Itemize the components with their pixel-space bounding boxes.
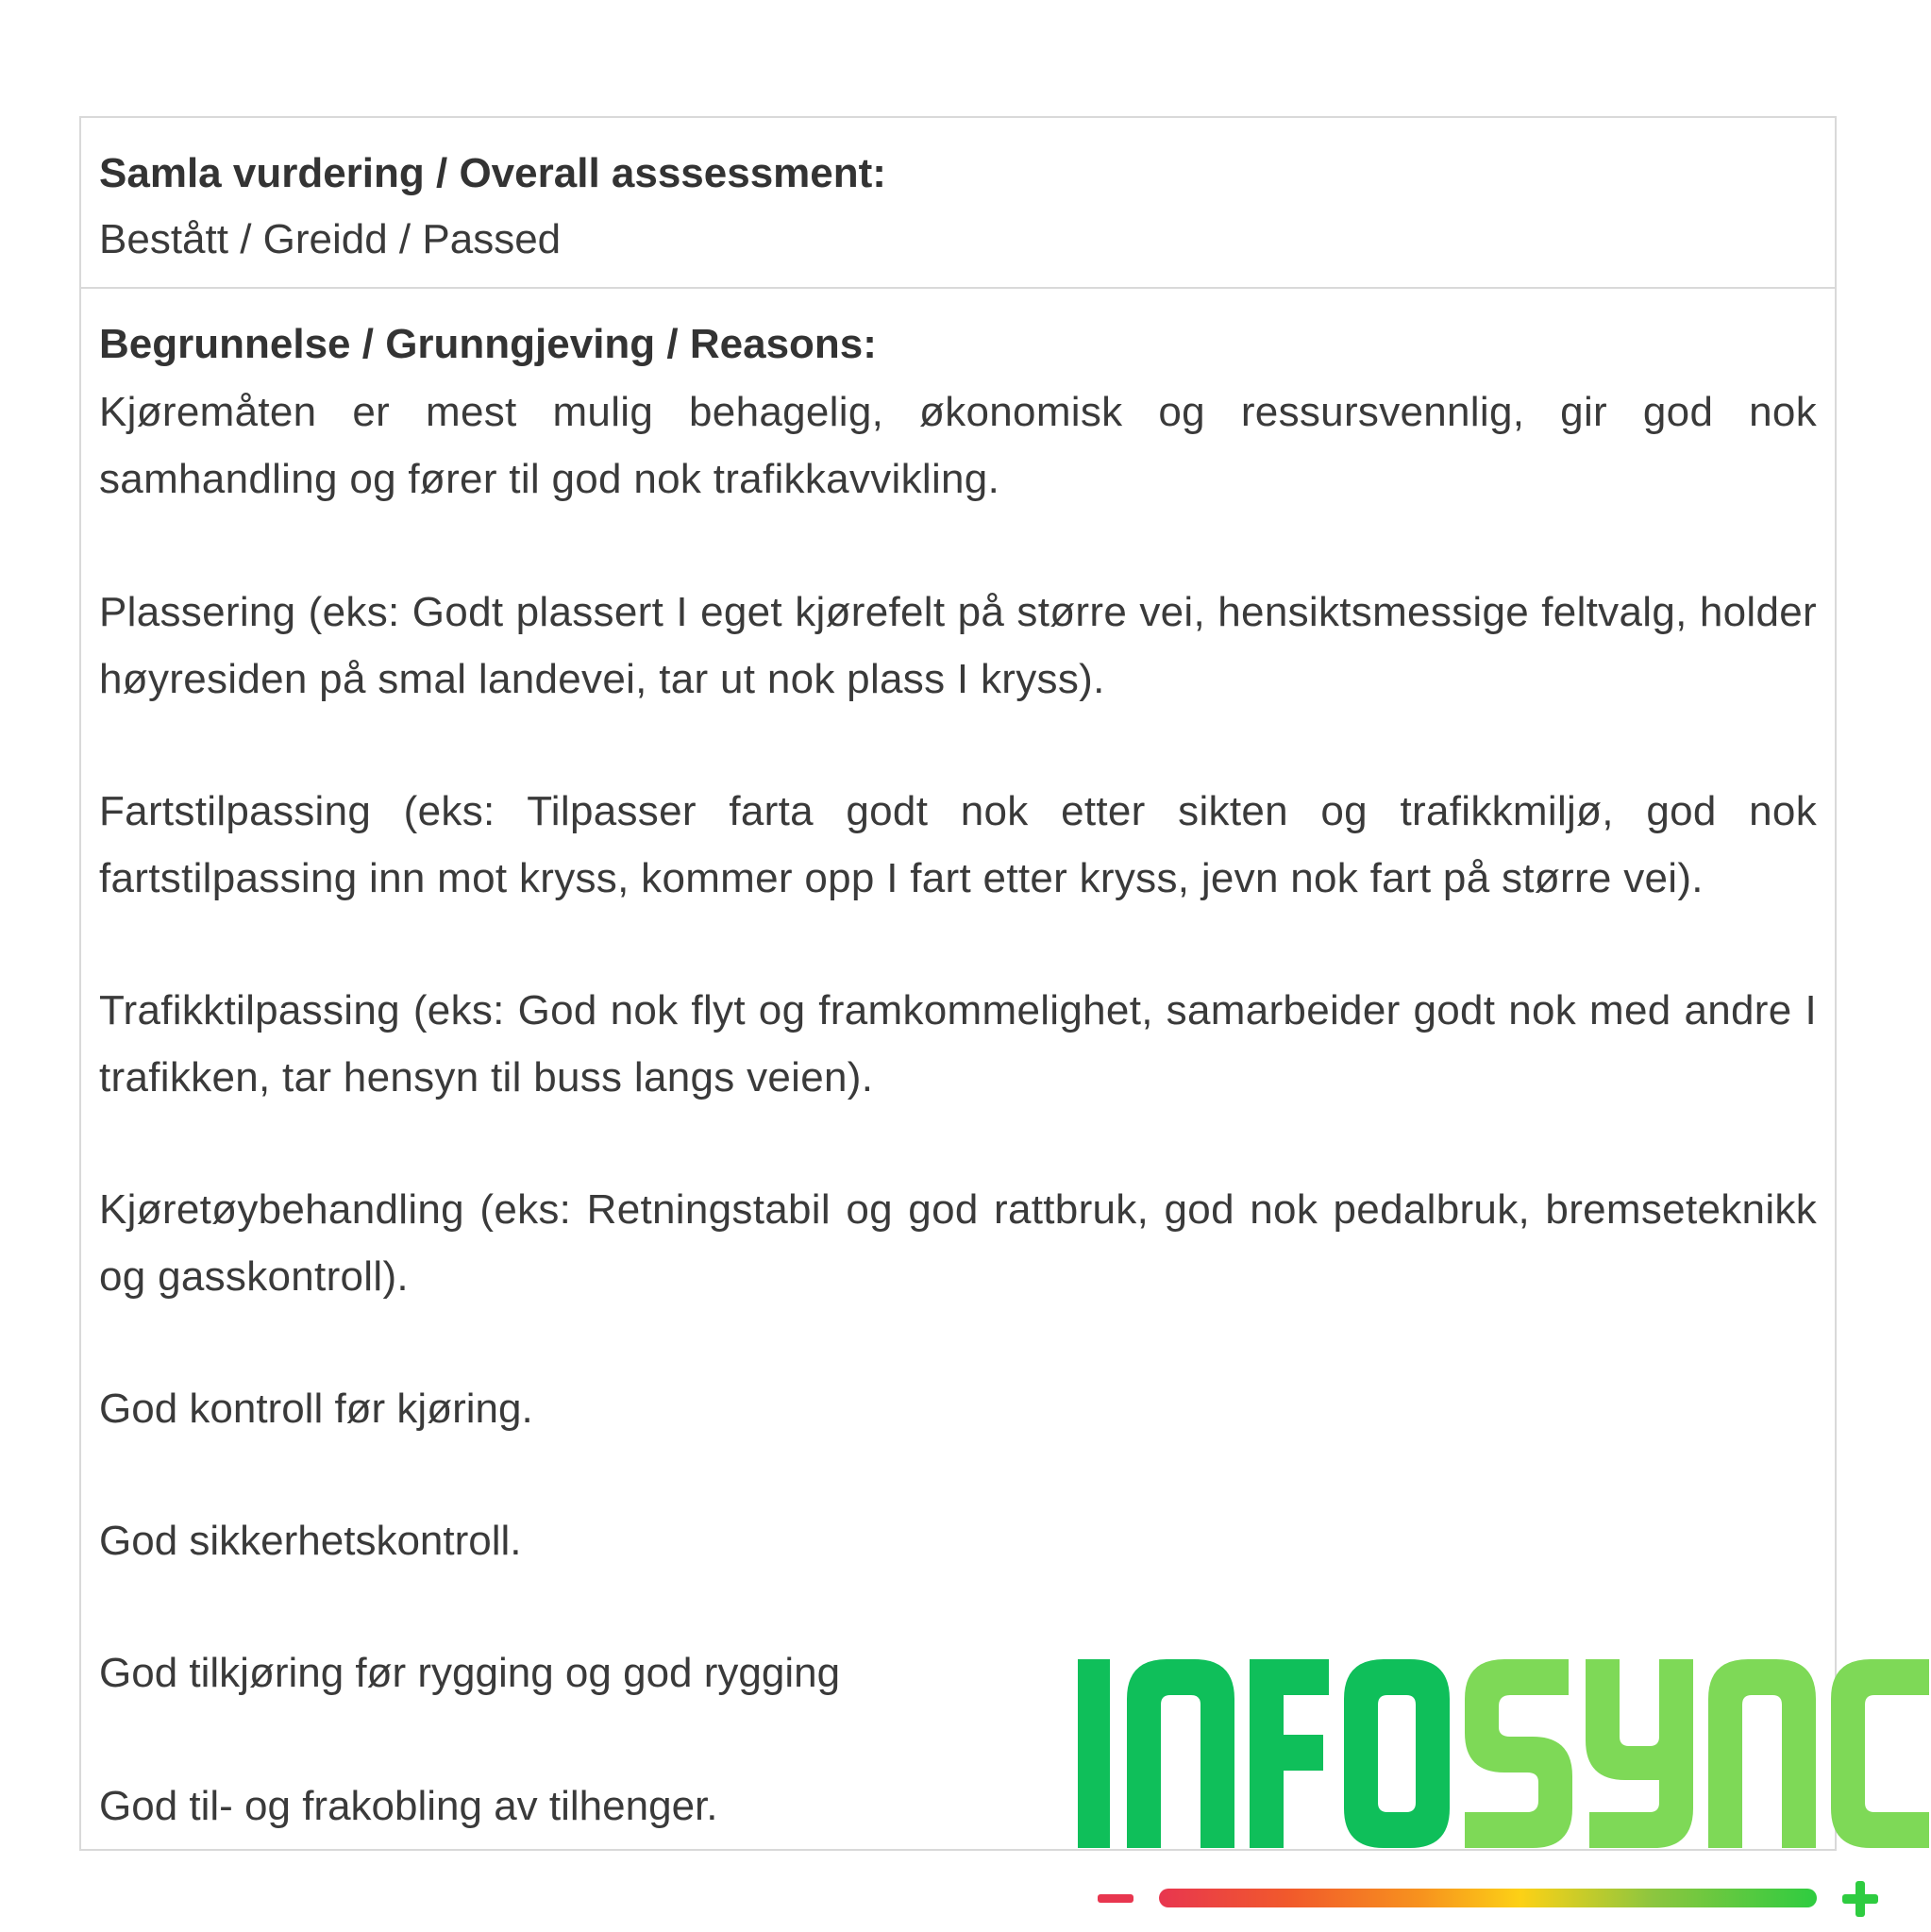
reason-line-control-before-driving: God kontroll før kjøring. — [99, 1386, 533, 1432]
overall-assessment-section — [81, 118, 1835, 289]
assessment-table — [79, 116, 1837, 1851]
logo-rating-bar — [1098, 1881, 1878, 1917]
reason-paragraph-driving-style: Kjøremåten er mest mulig behagelig, økonomisk og ressursvennlig, gir god nok samhandling og fører til god nok trafikkavvikling. — [99, 389, 1817, 502]
overall-assessment-heading: Samla vurdering / Overall asssessment: — [99, 150, 886, 196]
reason-line-safety-check: God sikkerhetskontroll. — [99, 1518, 522, 1564]
reason-line-trailer: God til- og frakobling av tilhenger. — [99, 1783, 718, 1829]
reason-paragraph-speed-adaptation: Fartstilpassing (eks: Tilpasser farta godt nok etter sikten og trafikkmiljø, god nok fartstilpassing inn mot kryss, kommer opp I fart etter kryss, jevn nok fart på større vei). — [99, 788, 1817, 901]
minus-icon — [1098, 1894, 1133, 1903]
reason-paragraph-traffic-adaptation: Trafikktilpassing (eks: God nok flyt og framkommelighet, samarbeider godt nok med andre I trafikken, tar hensyn til buss langs veien). — [99, 987, 1817, 1100]
reasons-section — [81, 289, 1835, 1849]
gradient-scale-bar — [1159, 1889, 1817, 1907]
infosync-logo — [1076, 1647, 1931, 1932]
reason-line-reversing: God tilkjøring før rygging og god rygging — [99, 1650, 841, 1696]
reason-paragraph-vehicle-handling: Kjøretøybehandling (eks: Retningstabil og god rattbruk, god nok pedalbruk, bremseteknikk og gasskontroll). — [99, 1186, 1817, 1300]
reason-paragraph-positioning: Plassering (eks: Godt plassert I eget kjørefelt på større vei, hensiktsmessige feltvalg, holder høyresiden på smal landevei, tar ut nok plass I kryss). — [99, 589, 1817, 702]
logo-wordmark — [1078, 1659, 1929, 1848]
overall-assessment-value: Bestått / Greidd / Passed — [99, 216, 562, 262]
reasons-heading: Begrunnelse / Grunngjeving / Reasons: — [99, 321, 877, 367]
